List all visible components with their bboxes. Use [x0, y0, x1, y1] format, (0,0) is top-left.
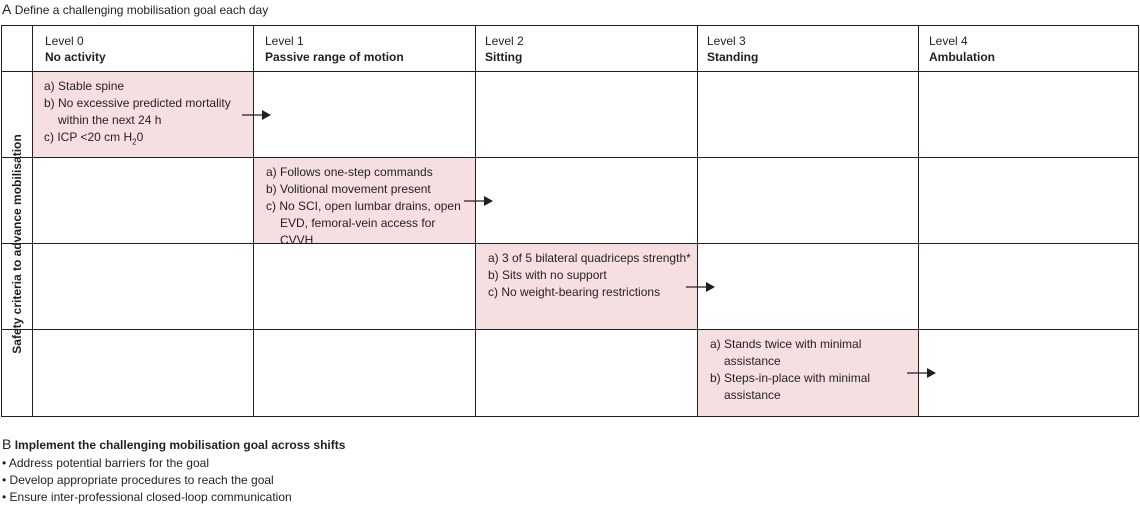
- criteria-box-level-2: [476, 244, 697, 329]
- criteria-item: b) Steps-in-place with minimal assistance: [710, 371, 871, 402]
- bullet-text: Address potential barriers for the goal: [8, 456, 209, 470]
- bullet-text: Ensure inter-professional closed-loop communication: [9, 490, 292, 504]
- level-name: Passive range of motion: [265, 50, 404, 64]
- section-b-bullet-list: [2, 455, 292, 505]
- criteria-box-level-1: [254, 158, 475, 247]
- criteria-box-level-0: [33, 72, 253, 157]
- side-label-text: Safety criteria to advance mobilisation: [10, 134, 24, 354]
- level-header-0: [45, 33, 106, 65]
- level-name: Sitting: [485, 50, 523, 64]
- grid-divider: [2, 157, 1138, 158]
- grid-divider: [2, 329, 1138, 330]
- criteria-item: a) 3 of 5 bilateral quadriceps strength*: [488, 251, 691, 265]
- criteria-item: a) Stands twice with minimal assistance: [710, 337, 862, 368]
- section-a-letter: A: [2, 1, 12, 17]
- level-name: Standing: [707, 50, 759, 64]
- section-a-title: [2, 1, 268, 17]
- section-b-title: [2, 436, 345, 452]
- level-label: Level 0: [45, 34, 84, 48]
- criteria-item: a) Stable spine: [44, 79, 125, 93]
- level-name: No activity: [45, 50, 106, 64]
- level-header-4: [929, 33, 995, 65]
- level-label: Level 3: [707, 34, 746, 48]
- level-header-1: [265, 33, 404, 65]
- list-item: • Address potential barriers for the goal: [2, 456, 209, 470]
- section-b-letter: B: [2, 436, 12, 452]
- section-b-heading: Implement the challenging mobilisation goal across shifts: [14, 438, 346, 452]
- level-header-3: [707, 33, 758, 65]
- criteria-item: b) Volitional movement present: [266, 182, 431, 196]
- arrow-right-icon: [686, 281, 716, 293]
- criteria-item: [44, 129, 253, 150]
- level-name: Ambulation: [929, 50, 995, 64]
- section-a-heading: Define a challenging mobilisation goal each day: [14, 3, 269, 17]
- arrow-right-icon: [242, 109, 272, 121]
- side-label: [2, 71, 32, 417]
- criteria-item: b) No excessive predicted mortality within the next 24 h: [44, 96, 231, 127]
- grid-divider: [918, 26, 919, 416]
- criteria-item: b) Sits with no support: [488, 268, 607, 282]
- list-item: • Ensure inter-professional closed-loop communication: [2, 490, 292, 504]
- level-label: Level 2: [485, 34, 524, 48]
- subscript: 2: [132, 137, 137, 147]
- level-label: Level 1: [265, 34, 304, 48]
- criteria-item-text: 0: [136, 130, 144, 144]
- criteria-box-level-3: [698, 330, 918, 416]
- criteria-item: c) No weight-bearing restrictions: [488, 285, 661, 299]
- list-item: • Develop appropriate procedures to reach the goal: [2, 473, 274, 487]
- level-header-2: [485, 33, 524, 65]
- arrow-right-icon: [464, 195, 494, 207]
- grid-divider: [475, 26, 476, 416]
- arrow-right-icon: [907, 367, 937, 379]
- criteria-item-text: c) ICP <20 cm H: [44, 130, 133, 144]
- criteria-item: a) Follows one-step commands: [266, 165, 433, 179]
- criteria-item: c) No SCI, open lumbar drains, open EVD, femoral-vein access for CVVH: [266, 199, 461, 247]
- level-label: Level 4: [929, 34, 968, 48]
- mobilisation-grid: [1, 25, 1139, 417]
- bullet-text: Develop appropriate procedures to reach the goal: [9, 473, 274, 487]
